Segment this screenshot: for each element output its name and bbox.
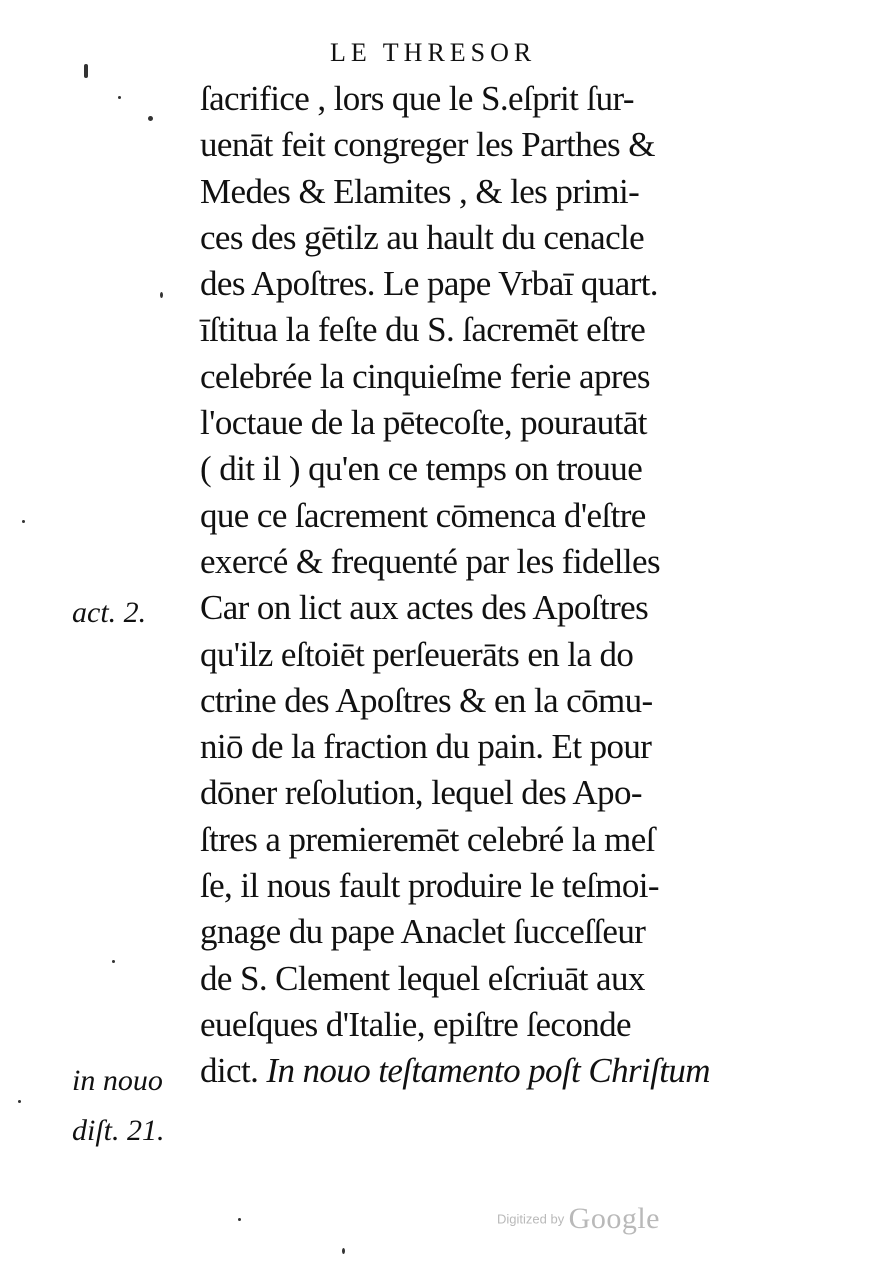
text-line: de S. Clement lequel eſcriuāt aux: [200, 958, 645, 998]
text-line: uenāt feit congreger les Parthes &: [200, 125, 655, 165]
google-digitized-watermark: [497, 1202, 660, 1236]
scan-speck: [160, 292, 163, 298]
text-line: des Apoſtres. Le pape Vrbaī quart.: [200, 264, 658, 304]
margin-note-act: act. 2.: [72, 596, 147, 629]
text-line: ctrine des Apoſtres & en la cōmu-: [200, 680, 653, 720]
scan-speck: [118, 96, 121, 99]
scan-speck: [84, 64, 88, 78]
text-line: ſe, il nous fault produire le teſmoi-: [200, 866, 659, 906]
text-line: ces des gētilz au hault du cenacle: [200, 217, 645, 257]
last-line-italic: In nouo teſtamento poſt Chriſtum: [266, 1051, 710, 1091]
main-text-block: [200, 76, 800, 1095]
margin-note-nouo: in nouo: [72, 1064, 163, 1097]
text-line: eueſques d'Italie, epiſtre ſeconde: [200, 1004, 631, 1044]
text-line: l'octaue de la pētecoſte, pourautāt: [200, 403, 647, 443]
text-line: dōner reſolution, lequel des Apo-: [200, 773, 642, 813]
text-line: gnage du pape Anaclet ſucceſſeur: [200, 912, 646, 952]
text-line-last: [200, 1048, 800, 1094]
last-line-roman: dict.: [200, 1051, 259, 1091]
text-line: Car on lict aux actes des Apoſtres: [200, 588, 649, 628]
text-line: qu'ilz eſtoiēt perſeuerāts en la do: [200, 634, 634, 674]
text-line: ( dit il ) qu'en ce temps on trouue: [200, 449, 643, 489]
text-line: Medes & Elamites , & les primi-: [200, 171, 640, 211]
text-line: ſacrifice , lors que le S.eſprit ſur-: [200, 79, 634, 118]
text-line: niō de la fraction du pain. Et pour: [200, 727, 652, 767]
scan-speck: [148, 116, 153, 121]
text-line: īſtitua la feſte du S. ſacremēt eſtre: [200, 310, 646, 350]
running-title: LE THRESOR: [330, 38, 537, 67]
text-line: que ce ſacrement cōmenca d'eſtre: [200, 495, 646, 535]
text-line: ſtres a premieremēt celebré la meſ: [200, 819, 655, 859]
google-logo: Google: [568, 1202, 660, 1235]
watermark-prefix: Digitized by: [497, 1211, 565, 1227]
scan-speck: [22, 520, 25, 523]
text-line: exercé & frequenté par les fidelles: [200, 541, 660, 581]
scan-speck: [112, 960, 115, 963]
scan-speck: [342, 1248, 345, 1254]
text-line: celebrée la cinquieſme ferie apres: [200, 356, 650, 396]
scan-speck: [18, 1100, 21, 1103]
margin-note-dist: diſt. 21.: [72, 1114, 165, 1147]
scan-speck: [238, 1218, 241, 1221]
